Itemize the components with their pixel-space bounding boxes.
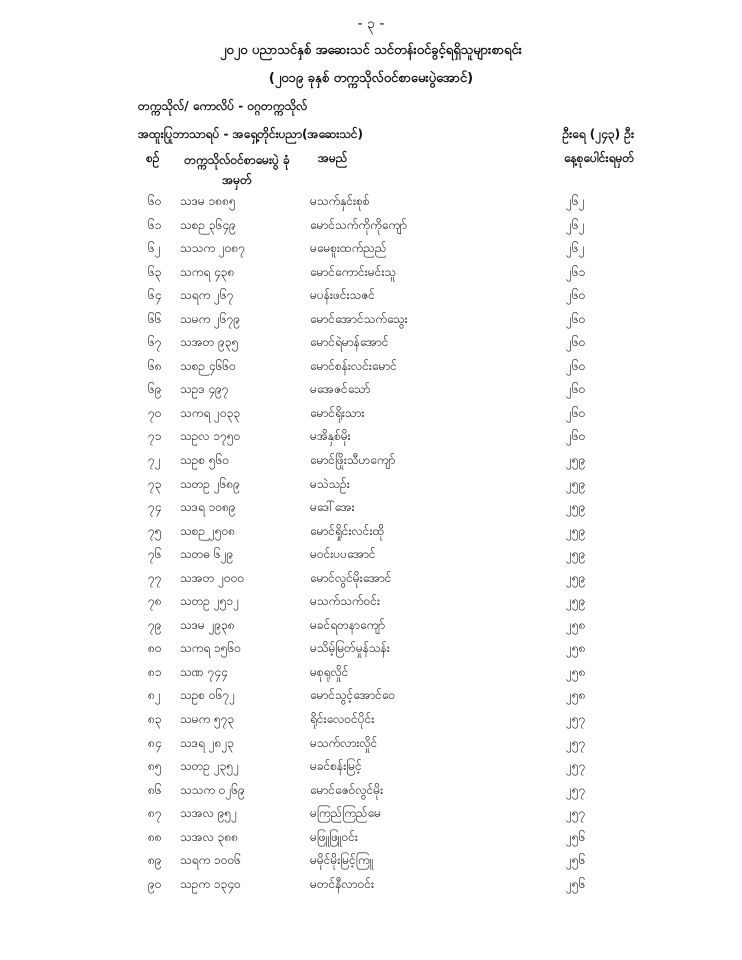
row-score: ၂၅၉ — [566, 570, 586, 585]
row-number: ၇၄ — [148, 500, 162, 515]
row-roll-number: သကရ ၁၅၆၀ — [180, 641, 242, 656]
table-row — [0, 190, 742, 214]
row-number: ၈၀ — [148, 641, 162, 656]
row-score: ၂၅၈ — [566, 641, 586, 656]
column-header-score: နေ့စုပေါင်းရမှတ် — [563, 151, 634, 165]
row-name: မောင်အောင်သက်သွေး — [310, 311, 408, 326]
table-row — [0, 331, 742, 355]
row-name: မဖြူဖြူဝင်း — [310, 829, 358, 844]
row-score: ၂၅၉ — [566, 500, 586, 515]
row-roll-number: သအတ ၉၃၅ — [180, 335, 239, 350]
row-number: ၈၄ — [148, 735, 162, 750]
row-roll-number: သကရ ၄၃၈ — [180, 264, 235, 279]
row-roll-number: သဥစ ၅၆၀ — [180, 453, 230, 468]
row-name: မောင်သက်ကိုကိုကျော် — [310, 217, 407, 232]
row-number: ၆၃ — [148, 264, 162, 279]
row-score: ၂၅၉ — [566, 594, 586, 609]
table-row — [0, 237, 742, 261]
row-number: ၇၁ — [148, 429, 162, 444]
row-name: မအိနှစ်မိုး — [310, 429, 351, 444]
row-score: ၂၅၉ — [566, 523, 586, 538]
row-name: မဝင်းပပအောင် — [310, 547, 376, 562]
row-name: ရိုင်းလေဝင်ပိုင်း — [310, 712, 375, 727]
row-name: မဒေါ်အေး — [310, 500, 355, 515]
row-roll-number: သဥဒ ၄၉၇ — [180, 382, 229, 397]
row-roll-number: သတဥ ၂၅၁၂ — [180, 594, 240, 609]
row-number: ၇၇ — [148, 570, 162, 585]
row-number: ၆၁ — [148, 217, 162, 232]
column-header-roll: တက္ကသိုလ်ဝင်စာမေးပွဲ ခုံအမှတ် — [184, 153, 290, 187]
row-score: ၂၅၇ — [566, 806, 586, 821]
table-row — [0, 425, 742, 449]
row-score: ၂၅၆ — [566, 876, 586, 891]
row-score: ၂၅၇ — [566, 782, 586, 797]
column-header-no: စဉ် — [146, 151, 160, 165]
row-number: ၇၈ — [148, 594, 162, 609]
row-name: မသဲသဉ်း — [310, 476, 350, 491]
row-roll-number: သတဥ ၂၆၈၉ — [180, 476, 241, 491]
row-name: မပန်းဖင်းသဇင် — [310, 288, 375, 303]
table-row — [0, 496, 742, 520]
row-score: ၂၆၀ — [566, 288, 586, 303]
row-roll-number: သစဉ ၄၆၆၀ — [180, 358, 236, 373]
row-score: ၂၅၆ — [566, 829, 586, 844]
row-number: ၇၆ — [148, 547, 162, 562]
table-row — [0, 449, 742, 473]
table-row — [0, 284, 742, 308]
row-number: ၈၈ — [148, 829, 162, 844]
table-row — [0, 684, 742, 708]
row-score: ၂၅၇ — [566, 759, 586, 774]
row-number: ၇၅ — [148, 523, 162, 538]
row-roll-number: သကရ ၂၀၃၃ — [180, 405, 241, 420]
row-roll-number: သမက ၅၇၃ — [180, 712, 235, 727]
row-score: ၂၆၀ — [566, 311, 586, 326]
table-row — [0, 543, 742, 567]
row-number: ၈၉ — [148, 853, 162, 868]
row-number: ၆၈ — [148, 358, 162, 373]
row-name: မောင်လွင်မိုးအောင် — [310, 570, 392, 585]
row-name: မောင်ကောင်းမင်းသူ — [310, 264, 397, 279]
row-name: မောင်သွင့်အောင်ဝေ — [310, 688, 396, 703]
table-row — [0, 661, 742, 685]
row-name: မကြည်ကြည်မေ — [310, 806, 381, 821]
table-row — [0, 590, 742, 614]
table-row — [0, 214, 742, 238]
row-number: ၆၆ — [148, 311, 162, 326]
table-row — [0, 802, 742, 826]
row-score: ၂၅၇ — [566, 712, 586, 727]
row-name: မောင်ဖြိုးသီဟကျော် — [310, 453, 396, 468]
row-roll-number: သဥလ ၁၇၅၀ — [180, 429, 241, 444]
row-score: ၂၆၀ — [566, 429, 586, 444]
row-score: ၂၅၇ — [566, 735, 586, 750]
row-name: မမေစူးထက်ညည် — [310, 241, 387, 256]
row-name: မမိုင်မိုးမြင့်ကြူ — [310, 853, 374, 868]
table-row — [0, 261, 742, 285]
table-row — [0, 873, 742, 897]
table-row — [0, 849, 742, 873]
row-roll-number: သသက ၂၀၈၇ — [180, 241, 246, 256]
row-score: ၂၆၀ — [566, 405, 586, 420]
row-score: ၂၅၈ — [566, 617, 586, 632]
row-name: မစုရုလှိုင် — [310, 664, 349, 679]
row-name: မသက်လားလှိုင် — [310, 735, 378, 750]
row-name: မောင်ရှိုင်းလင်းထို — [310, 523, 385, 538]
row-roll-number: သရက ၁၀၀၆ — [180, 853, 242, 868]
row-roll-number: သစဉ ၃၆၄၉ — [180, 217, 236, 232]
table-row — [0, 355, 742, 379]
row-roll-number: သအလ ၃၈၈ — [180, 829, 239, 844]
university-line: တက္ကသိုလ်/ ကောလိပ် - ဝဂ္ဂတက္ကသိုလ် — [138, 99, 308, 113]
row-roll-number: သတဓ ၆၂၉ — [180, 547, 234, 562]
row-number: ၆၄ — [148, 288, 162, 303]
row-number: ၇၂ — [148, 453, 161, 468]
table-row — [0, 637, 742, 661]
row-score: ၂၅၈ — [566, 688, 586, 703]
row-number: ၇၀ — [148, 405, 162, 420]
row-roll-number: သရက ၂၆၇ — [180, 288, 234, 303]
row-name: မအေဇင်သော် — [310, 382, 371, 397]
row-roll-number: သဥက ၁၃၄၀ — [180, 876, 241, 891]
row-name: မသက်နှင်းစုစ် — [310, 194, 370, 208]
row-name: မခင်ရတနာကျော် — [310, 617, 386, 632]
row-score: ၂၅၉ — [566, 453, 586, 468]
row-number: ၆၂ — [148, 241, 161, 256]
row-score: ၂၅၉ — [566, 547, 586, 562]
table-row — [0, 755, 742, 779]
row-score: ၂၆၂ — [566, 194, 585, 208]
row-roll-number: သမက ၂၆၇၉ — [180, 311, 241, 326]
row-roll-number: သဥစ ၀၆၇၂ — [180, 688, 235, 703]
row-roll-number: သအတ ၂၀၀၀ — [180, 570, 245, 585]
row-roll-number: သစဉ ၂၅၀၈ — [180, 523, 236, 538]
row-score: ၂၅၆ — [566, 853, 586, 868]
row-score: ၂၆၀ — [566, 358, 586, 373]
row-roll-number: သအလ ၉၅၂ — [180, 806, 238, 821]
page-number: - ၃ - — [357, 16, 385, 32]
row-number: ၆၉ — [148, 382, 162, 397]
row-number: ၆၀ — [148, 194, 162, 208]
total-count: ဦးရေ (၂၄၃) ဦး — [562, 127, 634, 141]
row-name: မတင်နီလာဝင်း — [310, 876, 375, 891]
row-number: ၈၇ — [148, 806, 162, 821]
student-list — [0, 190, 742, 896]
table-row — [0, 614, 742, 638]
table-row — [0, 402, 742, 426]
row-roll-number: သဒမ ၂၉၃၈ — [180, 617, 235, 632]
row-score: ၂၆၀ — [566, 335, 586, 350]
column-header-name: အမည် — [318, 151, 348, 165]
row-number: ၈၆ — [148, 782, 162, 797]
row-roll-number: သတဥ ၂၃၅၂ — [180, 759, 240, 774]
table-row — [0, 826, 742, 850]
row-score: ၂၆၀ — [566, 382, 586, 397]
row-name: မသိမ့်မြတ်မှုန်သန်း — [310, 641, 390, 656]
table-row — [0, 732, 742, 756]
row-score: ၂၅၉ — [566, 476, 586, 491]
table-row — [0, 473, 742, 497]
document-title: ၂၀၂၀ ပညာသင်နှစ် အဆေးသင် သင်တန်းဝင်ခွင့်ရရှိသူများစာရင်း — [219, 43, 522, 58]
row-name: မောင်စန်းလင်းမောင် — [310, 358, 397, 373]
row-name: မခင်စန်းမြင့် — [310, 759, 362, 774]
row-number: ၈၁ — [148, 664, 162, 679]
row-score: ၂၆၂ — [566, 241, 585, 256]
table-row — [0, 779, 742, 803]
row-number: ၆၇ — [148, 335, 162, 350]
row-number: ၈၃ — [148, 712, 162, 727]
row-roll-number: သသက ၀၂၆၉ — [180, 782, 245, 797]
row-roll-number: သဒရ ၂၈၂၃ — [180, 735, 234, 750]
row-score: ၂၆၂ — [566, 217, 585, 232]
row-name: မောင်ရဲမာန်အောင် — [310, 335, 389, 350]
row-score: ၂၆၁ — [566, 264, 586, 279]
row-number: ၇၉ — [148, 617, 162, 632]
row-score: ၂၅၈ — [566, 664, 586, 679]
row-number: ၇၃ — [148, 476, 162, 491]
row-name: မသက်သက်ဝင်း — [310, 594, 380, 609]
table-row — [0, 308, 742, 332]
row-roll-number: သဒရ ၁၀၈၉ — [180, 500, 236, 515]
row-name: မောင်ဇေဝ်လွင်မိုး — [310, 782, 384, 797]
table-row — [0, 378, 742, 402]
specialization-line: အထူးပြုဘာသာရပ် - အရှေ့တိုင်းပညာ(အဆေးသင်) — [138, 127, 363, 141]
table-row — [0, 708, 742, 732]
row-number: ၉၀ — [148, 876, 162, 891]
row-roll-number: သဏ ၇၄၄ — [180, 664, 228, 679]
row-roll-number: သဒမ ၁၈၈၅ — [180, 194, 236, 208]
table-row — [0, 567, 742, 591]
document-subtitle: (၂၀၁၉ ခုနှစ် တက္ကသိုလ်ဝင်စာမေးပွဲအောင်) — [268, 71, 474, 86]
table-row — [0, 520, 742, 544]
row-number: ၈၂ — [148, 688, 161, 703]
row-name: မောင်ရိုးသား — [310, 405, 365, 420]
row-number: ၈၅ — [148, 759, 162, 774]
